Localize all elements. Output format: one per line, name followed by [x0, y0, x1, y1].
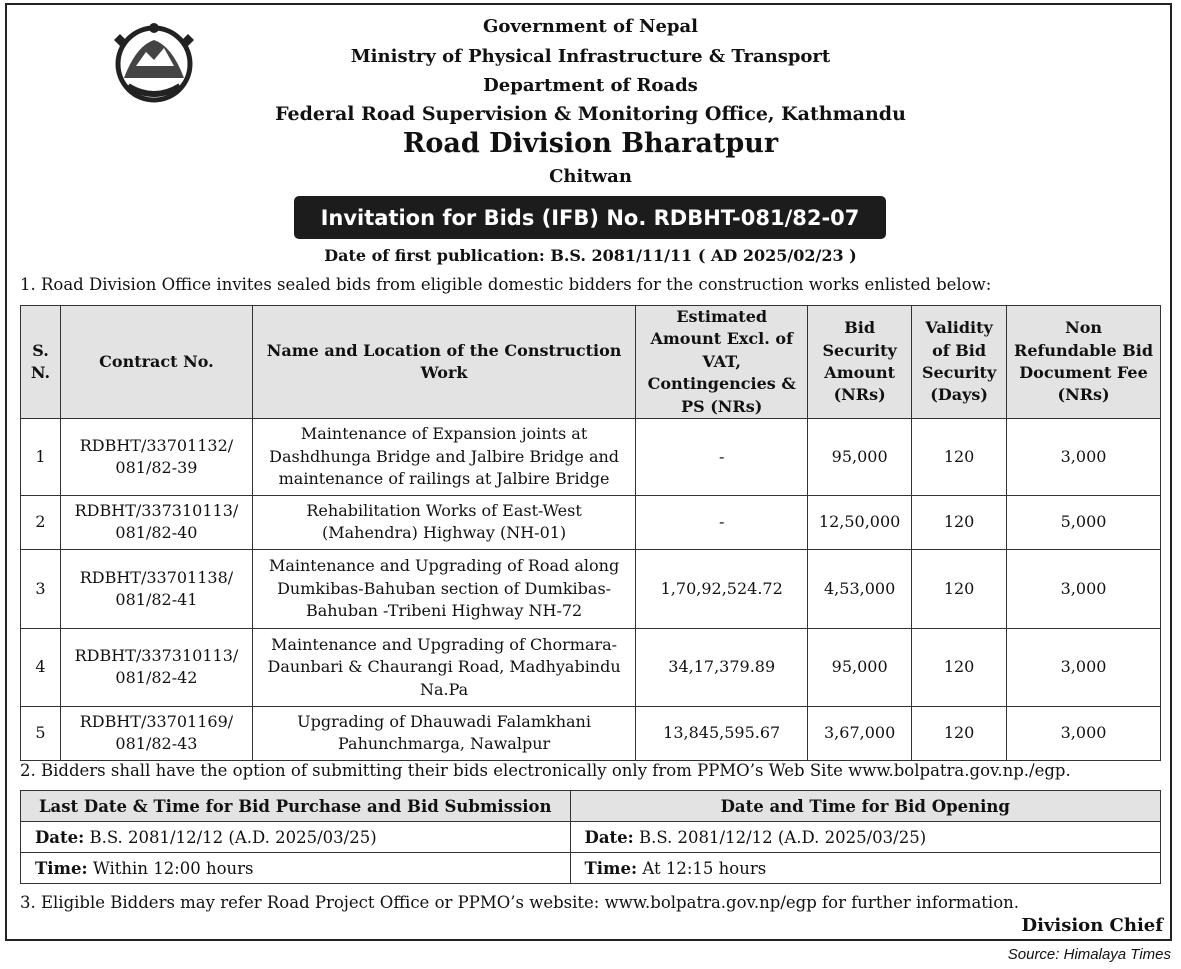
- cell-name: Maintenance and Upgrading of Chormara-Daunbari & Chaurangi Road, Madhyabindu Na.Pa: [252, 628, 635, 706]
- date-label: Date:: [35, 827, 85, 847]
- works-table: [20, 305, 1161, 761]
- cell-validity: 120: [912, 495, 1007, 549]
- header-department: Department of Roads: [483, 75, 698, 96]
- cell-sn: 2: [21, 495, 61, 549]
- table-row: [21, 549, 1161, 628]
- cell-security: 12,50,000: [808, 495, 912, 549]
- cell-sn: 4: [21, 628, 61, 706]
- header-validity: Validity of Bid Security (Days): [912, 306, 1007, 419]
- opening-time: [570, 853, 1160, 884]
- publication-date: Date of first publication: B.S. 2081/11/11 ( AD 2025/02/23 ): [324, 246, 857, 265]
- cell-name: Upgrading of Dhauwadi Falamkhani Pahunchmarga, Nawalpur: [252, 706, 635, 760]
- cell-fee: 3,000: [1007, 549, 1161, 628]
- cell-sn: 5: [21, 706, 61, 760]
- header-estimate: Estimated Amount Excl. of VAT, Contingencies & PS (NRs): [636, 306, 808, 419]
- time-label: Time:: [584, 858, 638, 878]
- cell-contract: RDBHT/337310113/ 081/82-42: [60, 628, 252, 706]
- header-division: Road Division Bharatpur: [402, 128, 779, 159]
- cell-estimate: 13,845,595.67: [636, 706, 808, 760]
- cell-contract: RDBHT/33701132/ 081/82-39: [60, 418, 252, 495]
- header-security: Bid Security Amount (NRs): [808, 306, 912, 419]
- cell-estimate: -: [636, 495, 808, 549]
- cell-security: 3,67,000: [808, 706, 912, 760]
- header-fee: Non Refundable Bid Document Fee (NRs): [1007, 306, 1161, 419]
- submission-date: [21, 822, 571, 853]
- header-ministry: Ministry of Physical Infrastructure & Transport: [350, 46, 831, 67]
- submission-date-value: B.S. 2081/12/12 (A.D. 2025/03/25): [84, 827, 377, 847]
- cell-fee: 3,000: [1007, 706, 1161, 760]
- header-office: Federal Road Supervision & Monitoring Office, Kathmandu: [275, 103, 906, 125]
- header-name: Name and Location of the Construction Work: [252, 306, 635, 419]
- paragraph-2: 2. Bidders shall have the option of submitting their bids electronically only from PPMO’s Web Site www.bolpatra.gov.np./egp.: [20, 761, 1071, 780]
- cell-validity: 120: [912, 706, 1007, 760]
- bid-dates-table: [20, 790, 1161, 884]
- header-government: Government of Nepal: [482, 16, 699, 37]
- cell-security: 95,000: [808, 418, 912, 495]
- cell-sn: 1: [21, 418, 61, 495]
- cell-estimate: -: [636, 418, 808, 495]
- cell-sn: 3: [21, 549, 61, 628]
- opening-time-value: At 12:15 hours: [637, 858, 767, 878]
- cell-estimate: 34,17,379.89: [636, 628, 808, 706]
- cell-security: 95,000: [808, 628, 912, 706]
- cell-security: 4,53,000: [808, 549, 912, 628]
- table-row: [21, 706, 1161, 760]
- cell-fee: 5,000: [1007, 495, 1161, 549]
- cell-fee: 3,000: [1007, 628, 1161, 706]
- cell-name: Rehabilitation Works of East-West (Mahendra) Highway (NH-01): [252, 495, 635, 549]
- cell-name: Maintenance and Upgrading of Road along Dumkibas-Bahuban section of Dumkibas-Bahuban -Tribeni Highway NH-72: [252, 549, 635, 628]
- cell-contract: RDBHT/33701169/ 081/82-43: [60, 706, 252, 760]
- opening-date-value: B.S. 2081/12/12 (A.D. 2025/03/25): [633, 827, 927, 847]
- paragraph-1: 1. Road Division Office invites sealed bids from eligible domestic bidders for the construction works enlisted below:: [20, 275, 992, 294]
- source-credit: Source: Himalaya Times: [1007, 946, 1171, 963]
- table-row: [21, 418, 1161, 495]
- ifb-title: Invitation for Bids (IFB) No. RDBHT-081/82-07: [294, 196, 886, 239]
- cell-validity: 120: [912, 628, 1007, 706]
- cell-contract: RDBHT/33701138/ 081/82-41: [60, 549, 252, 628]
- time-label: Time:: [35, 858, 88, 878]
- submission-time: [21, 853, 571, 884]
- header-location: Chitwan: [549, 166, 632, 187]
- submission-header: Last Date & Time for Bid Purchase and Bid Submission: [21, 791, 571, 822]
- cell-name: Maintenance of Expansion joints at Dashdhunga Bridge and Jalbire Bridge and maintenance of railings at Jalbire Bridge: [252, 418, 635, 495]
- table-row: [21, 628, 1161, 706]
- header-contract: Contract No.: [60, 306, 252, 419]
- opening-header: Date and Time for Bid Opening: [570, 791, 1160, 822]
- cell-validity: 120: [912, 418, 1007, 495]
- opening-date: [570, 822, 1160, 853]
- cell-fee: 3,000: [1007, 418, 1161, 495]
- cell-validity: 120: [912, 549, 1007, 628]
- paragraph-3: 3. Eligible Bidders may refer Road Project Office or PPMO’s website: www.bolpatra.gov.np/egp for further information.: [20, 893, 1020, 912]
- signature: Division Chief: [1021, 915, 1163, 936]
- cell-contract: RDBHT/337310113/ 081/82-40: [60, 495, 252, 549]
- submission-time-value: Within 12:00 hours: [87, 858, 254, 878]
- cell-estimate: 1,70,92,524.72: [636, 549, 808, 628]
- header-sn: S. N.: [21, 306, 61, 419]
- table-row: [21, 495, 1161, 549]
- date-label: Date:: [584, 827, 634, 847]
